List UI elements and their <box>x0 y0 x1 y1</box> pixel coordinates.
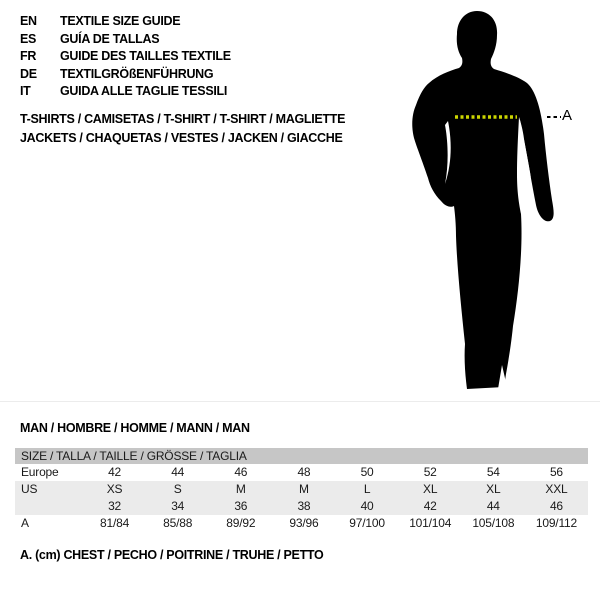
garment-categories <box>20 110 345 148</box>
category-line-jackets: JACKETS / CHAQUETAS / VESTES / JACKEN / GIACCHE <box>20 131 343 145</box>
size-cell: 44 <box>171 465 185 479</box>
size-cell: 38 <box>297 499 311 513</box>
size-cell: 54 <box>486 465 500 479</box>
row-label: US <box>21 482 38 496</box>
size-cell: 97/100 <box>349 516 385 530</box>
language-row-fr <box>20 48 231 66</box>
size-cell: 105/108 <box>472 516 515 530</box>
language-row-it <box>20 83 231 101</box>
section-divider <box>0 401 600 402</box>
size-cell: 34 <box>171 499 185 513</box>
size-cell: 42 <box>108 465 122 479</box>
man-body-shape <box>412 11 553 389</box>
size-cell: 56 <box>549 465 563 479</box>
language-code: DE <box>20 66 37 81</box>
size-cell: M <box>235 482 246 496</box>
table-row-us-numeric <box>15 498 588 515</box>
size-cell: 81/84 <box>100 516 130 530</box>
language-label: GUÍA DE TALLAS <box>60 31 160 46</box>
language-code: ES <box>20 31 37 46</box>
size-cell: 93/96 <box>289 516 319 530</box>
measurement-label-a: A <box>562 107 573 124</box>
size-cell: 46 <box>549 499 563 513</box>
size-cell: XL <box>486 482 501 496</box>
row-label <box>15 498 83 515</box>
size-cell: XS <box>106 482 123 496</box>
size-cell: XXL <box>545 482 568 496</box>
language-code: EN <box>20 14 37 28</box>
table-row-europe <box>15 464 588 481</box>
language-row-es <box>20 31 231 49</box>
man-silhouette <box>395 8 585 398</box>
size-cell: 40 <box>360 499 374 513</box>
table-row-chest-a <box>15 515 588 532</box>
size-cell: 52 <box>423 465 437 479</box>
size-cell: 32 <box>108 499 122 513</box>
size-cell: M <box>299 482 309 496</box>
size-cell: 50 <box>360 465 374 479</box>
size-table <box>15 448 588 532</box>
size-cell: 85/88 <box>163 516 193 530</box>
table-row-us <box>15 481 588 498</box>
language-code: FR <box>20 49 37 63</box>
language-label: TEXTILGRÖßENFÜHRUNG <box>60 66 214 81</box>
size-cell: 48 <box>297 465 311 479</box>
size-cell: 42 <box>423 499 437 513</box>
size-cell: 89/92 <box>226 516 256 530</box>
row-label: Europe <box>21 465 59 479</box>
size-cell: 44 <box>486 499 500 513</box>
size-table-header: SIZE / TALLA / TAILLE / GRÖSSE / TAGLIA <box>15 448 588 464</box>
row-label: A <box>21 516 29 530</box>
language-label: GUIDE DES TAILLES TEXTILE <box>60 49 231 63</box>
language-row-en <box>20 13 231 31</box>
language-label: TEXTILE SIZE GUIDE <box>60 14 181 28</box>
size-cell: S <box>173 482 182 496</box>
size-cell: XL <box>423 482 438 496</box>
language-code: IT <box>20 84 31 98</box>
language-label: GUIDA ALLE TAGLIE TESSILI <box>60 84 228 98</box>
measurement-footnote: A. (cm) CHEST / PECHO / POITRINE / TRUHE / PETTO <box>20 548 324 562</box>
language-row-de <box>20 66 231 84</box>
size-cell: 36 <box>234 499 248 513</box>
size-cell: 46 <box>234 465 248 479</box>
size-cell: 101/104 <box>409 516 452 530</box>
size-cell: L <box>363 482 371 496</box>
section-title-man: MAN / HOMBRE / HOMME / MANN / MAN <box>20 421 250 435</box>
man-silhouette-svg <box>395 8 585 398</box>
category-line-tshirts: T-SHIRTS / CAMISETAS / T-SHIRT / T-SHIRT / MAGLIETTE <box>20 112 346 126</box>
language-list <box>20 13 231 101</box>
size-cell: 109/112 <box>535 516 577 530</box>
